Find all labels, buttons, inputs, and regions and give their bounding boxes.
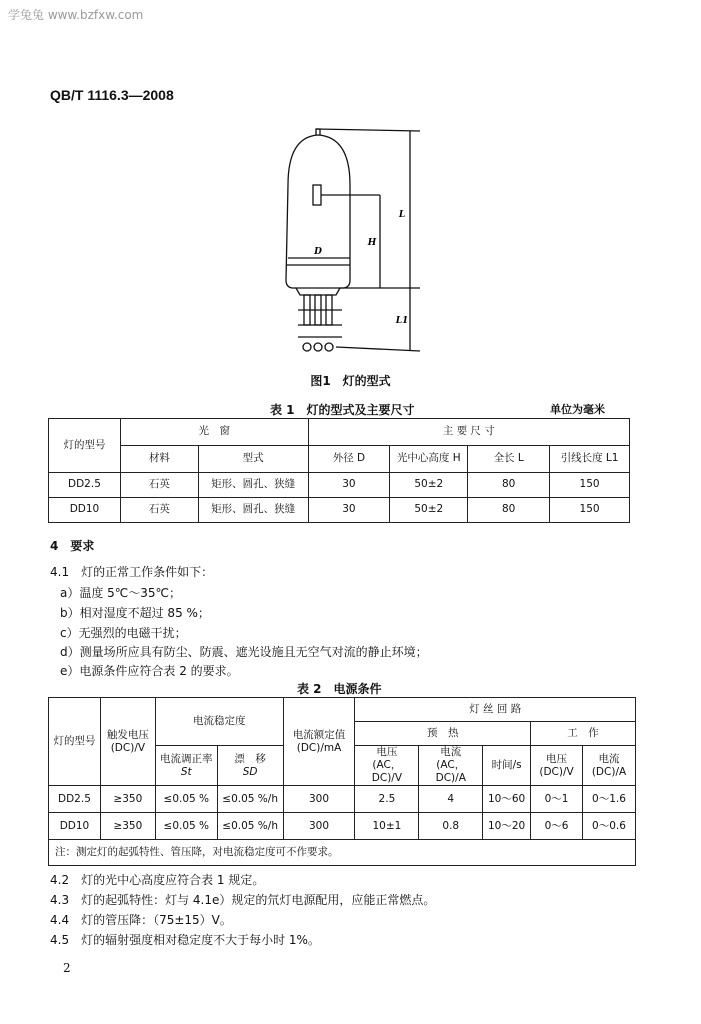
th-time: 时间/s	[483, 746, 531, 786]
item-4-3: 4.3 灯的起弧特性：灯与 4.1e）规定的氘灯电源配用，应能正常燃点。	[50, 893, 436, 907]
page-number: 2	[63, 961, 71, 975]
label-H: H	[367, 238, 377, 248]
th-pre-current: 电流 (AC，DC)/A	[419, 746, 483, 786]
th-work-voltage: 电压 (DC)/V	[531, 746, 583, 786]
th-window: 光 窗	[120, 419, 308, 446]
th-work-current: 电流 (DC)/A	[583, 746, 636, 786]
th-drift: 漂 移 SD	[217, 746, 283, 786]
cell-d: 30	[308, 473, 390, 498]
cell-type: 矩形、圆孔、狭缝	[198, 498, 308, 523]
condition-c: c）无强烈的电磁干扰；	[60, 626, 187, 640]
th-pre-voltage: 电压 (AC，DC)/V	[355, 746, 419, 786]
table2	[48, 697, 636, 866]
standard-number: QB/T 1116.3—2008	[50, 87, 174, 103]
cell-wv: 0～6	[531, 813, 583, 840]
condition-b: b）相对湿度不超过 85 %；	[60, 606, 210, 620]
item-4-1: 4.1 灯的正常工作条件如下：	[50, 565, 214, 579]
cell-time: 10～20	[483, 813, 531, 840]
cell-model: DD2.5	[49, 473, 121, 498]
cell-pc: 0.8	[419, 813, 483, 840]
figure-caption: 图1 灯的型式	[310, 374, 391, 388]
label-L: L	[398, 210, 406, 220]
cell-st: ≤0.05 %	[155, 813, 217, 840]
item-4-4: 4.4 灯的管压降：（75±15）V。	[50, 913, 232, 927]
th-lamp-model: 灯的型号	[49, 419, 121, 473]
th-rated-current: 电流额定值 (DC)/mA	[283, 698, 355, 786]
watermark: 学兔兔 www.bzfxw.com	[8, 8, 144, 22]
th-filament-circuit: 灯 丝 回 路	[355, 698, 636, 722]
cell-l1: 150	[550, 498, 630, 523]
cell-d: 30	[308, 498, 390, 523]
cell-h: 50±2	[390, 498, 468, 523]
cell-l: 80	[468, 498, 550, 523]
table2-note: 注：测定灯的起弧特性、管压降，对电流稳定度可不作要求。	[49, 840, 636, 866]
th-center-h: 光中心高度 H	[390, 446, 468, 473]
th-lead-length: 引线长度 L1	[550, 446, 630, 473]
th-type: 型式	[198, 446, 308, 473]
table-row	[49, 473, 630, 498]
cell-h: 50±2	[390, 473, 468, 498]
condition-d: d）测量场所应具有防尘、防震、遮光设施且无空气对流的静止环境；	[60, 645, 428, 659]
cell-model: DD10	[49, 813, 101, 840]
table-row	[49, 813, 636, 840]
cell-trigger: ≥350	[100, 786, 155, 813]
cell-wc: 0～1.6	[583, 786, 636, 813]
cell-time: 10～60	[483, 786, 531, 813]
lamp-figure	[270, 125, 440, 365]
condition-e: e）电源条件应符合表 2 的要求。	[60, 664, 239, 678]
table1-unit: 单位为毫米	[550, 403, 605, 416]
cell-pv: 2.5	[355, 786, 419, 813]
cell-trigger: ≥350	[100, 813, 155, 840]
cell-material: 石英	[120, 473, 198, 498]
table1-caption: 表 1 灯的型式及主要尺寸	[270, 403, 415, 417]
th-outer-d: 外径 D	[308, 446, 390, 473]
cell-model: DD10	[49, 498, 121, 523]
th-material: 材料	[120, 446, 198, 473]
th-length: 全长 L	[468, 446, 550, 473]
cell-sd: ≤0.05 %/h	[217, 786, 283, 813]
label-L1: L1	[395, 316, 409, 326]
cell-wc: 0～0.6	[583, 813, 636, 840]
section-4-title: 4 要求	[50, 539, 95, 553]
table-row	[49, 786, 636, 813]
cell-model: DD2.5	[49, 786, 101, 813]
cell-l1: 150	[550, 473, 630, 498]
lamp-window	[313, 185, 321, 205]
cell-material: 石英	[120, 498, 198, 523]
item-4-2: 4.2 灯的光中心高度应符合表 1 规定。	[50, 873, 265, 887]
th-preheat: 预 热	[355, 722, 531, 746]
item-4-5: 4.5 灯的辐射强度相对稳定度不大于每小时 1%。	[50, 933, 320, 947]
cell-l: 80	[468, 473, 550, 498]
condition-a: a）温度 5℃～35℃；	[60, 586, 182, 600]
cell-wv: 0～1	[531, 786, 583, 813]
table2-caption: 表 2 电源条件	[297, 682, 382, 696]
th-current-stability: 电流稳定度	[155, 698, 283, 746]
table1	[48, 418, 630, 523]
cell-pc: 4	[419, 786, 483, 813]
cell-sd: ≤0.05 %/h	[217, 813, 283, 840]
th-work: 工 作	[531, 722, 636, 746]
sym-st: St	[180, 765, 192, 778]
sym-sd: SD	[242, 765, 258, 778]
cell-st: ≤0.05 %	[155, 786, 217, 813]
label-D: D	[314, 247, 322, 257]
cell-rated: 300	[283, 813, 355, 840]
th-trigger-voltage: 触发电压 (DC)/V	[100, 698, 155, 786]
cell-type: 矩形、圆孔、狭缝	[198, 473, 308, 498]
cell-rated: 300	[283, 786, 355, 813]
table-row	[49, 498, 630, 523]
th-main-dims: 主 要 尺 寸	[308, 419, 629, 446]
th-lamp-model: 灯的型号	[49, 698, 101, 786]
th-adj-rate: 电流调正率 St	[155, 746, 217, 786]
cell-pv: 10±1	[355, 813, 419, 840]
